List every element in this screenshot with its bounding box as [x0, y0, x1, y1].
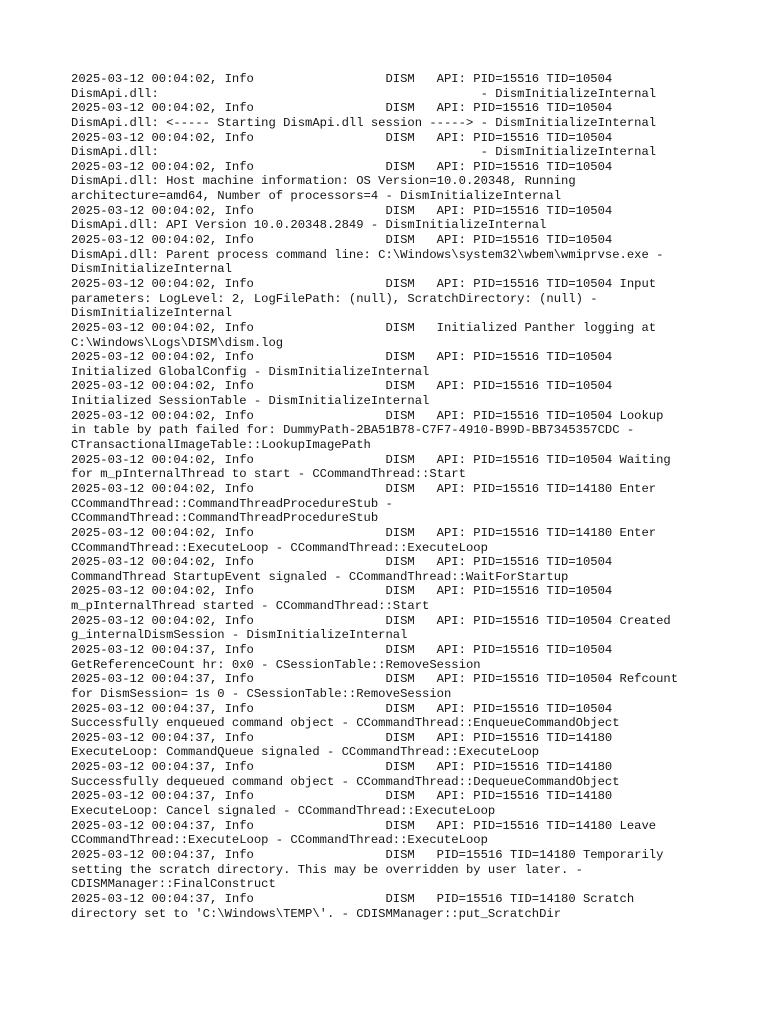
log-line: DismInitializeInternal: [71, 262, 232, 277]
log-line: Successfully enqueued command object - CCommandThread::EnqueueCommandObject: [71, 716, 620, 731]
log-line: 2025-03-12 00:04:02, Info DISM API: PID=15516 TID=10504: [71, 233, 613, 248]
log-line: DismApi.dll: Host machine information: OS Version=10.0.20348, Running: [71, 174, 576, 189]
log-line: 2025-03-12 00:04:02, Info DISM Initialized Panther logging at: [71, 320, 657, 335]
log-line: 2025-03-12 00:04:37, Info DISM API: PID=15516 TID=10504: [71, 701, 613, 716]
log-line: 2025-03-12 00:04:02, Info DISM API: PID=15516 TID=10504 Created: [71, 613, 671, 628]
log-line: Initialized SessionTable - DismInitializeInternal: [71, 394, 430, 409]
log-line: CommandThread StartupEvent signaled - CCommandThread::WaitForStartup: [71, 569, 569, 584]
log-line: 2025-03-12 00:04:02, Info DISM API: PID=15516 TID=10504 Waiting: [71, 452, 671, 467]
log-line: m_pInternalThread started - CCommandThread::Start: [71, 599, 430, 614]
log-line: DismApi.dll: - DismInitializeInternal: [71, 86, 657, 101]
log-line: in table by path failed for: DummyPath-2BA51B78-C7F7-4910-B99D-BB7345357CDC -: [71, 423, 635, 438]
log-line: GetReferenceCount hr: 0x0 - CSessionTable::RemoveSession: [71, 657, 481, 672]
log-line: 2025-03-12 00:04:37, Info DISM API: PID=15516 TID=14180: [71, 760, 613, 775]
log-line: 2025-03-12 00:04:02, Info DISM API: PID=15516 TID=10504: [71, 72, 613, 86]
log-line: 2025-03-12 00:04:37, Info DISM API: PID=15516 TID=10504 Refcount: [71, 672, 679, 687]
log-line: 2025-03-12 00:04:02, Info DISM API: PID=15516 TID=10504: [71, 159, 613, 174]
log-document: [71, 72, 711, 921]
log-line: ExecuteLoop: Cancel signaled - CCommandThread::ExecuteLoop: [71, 804, 496, 819]
log-line: setting the scratch directory. This may be overridden by user later. -: [71, 862, 583, 877]
log-line: 2025-03-12 00:04:02, Info DISM API: PID=15516 TID=10504: [71, 555, 613, 570]
log-line: 2025-03-12 00:04:02, Info DISM API: PID=15516 TID=14180 Enter: [71, 481, 657, 496]
log-line: architecture=amd64, Number of processors=4 - DismInitializeInternal: [71, 189, 562, 204]
log-line: 2025-03-12 00:04:37, Info DISM API: PID=15516 TID=14180 Leave: [71, 818, 657, 833]
log-line: directory set to 'C:\Windows\TEMP\'. - CDISMManager::put_ScratchDir: [71, 906, 562, 921]
log-line: ExecuteLoop: CommandQueue signaled - CCommandThread::ExecuteLoop: [71, 745, 540, 760]
log-line: 2025-03-12 00:04:02, Info DISM API: PID=15516 TID=14180 Enter: [71, 525, 657, 540]
log-line: DismApi.dll: Parent process command line: C:\Windows\system32\wbem\wmiprvse.exe -: [71, 247, 664, 262]
log-line: g_internalDismSession - DismInitializeInternal: [71, 628, 408, 643]
log-line: for DismSession= 1s 0 - CSessionTable::RemoveSession: [71, 686, 452, 701]
log-line: CTransactionalImageTable::LookupImagePath: [71, 438, 371, 453]
log-line: 2025-03-12 00:04:02, Info DISM API: PID=15516 TID=10504: [71, 379, 613, 394]
log-line: parameters: LogLevel: 2, LogFilePath: (null), ScratchDirectory: (null) -: [71, 291, 598, 306]
log-line: DismApi.dll: <----- Starting DismApi.dll session -----> - DismInitializeInternal: [71, 115, 657, 130]
log-line: 2025-03-12 00:04:02, Info DISM API: PID=15516 TID=10504: [71, 350, 613, 365]
log-line: CCommandThread::ExecuteLoop - CCommandThread::ExecuteLoop: [71, 540, 488, 555]
log-line: 2025-03-12 00:04:02, Info DISM API: PID=15516 TID=10504: [71, 584, 613, 599]
log-line: 2025-03-12 00:04:02, Info DISM API: PID=15516 TID=10504: [71, 101, 613, 116]
log-line: C:\Windows\Logs\DISM\dism.log: [71, 335, 284, 350]
log-line: 2025-03-12 00:04:37, Info DISM API: PID=15516 TID=10504: [71, 642, 613, 657]
log-line: 2025-03-12 00:04:37, Info DISM PID=15516 TID=14180 Temporarily: [71, 847, 664, 862]
log-line: 2025-03-12 00:04:37, Info DISM API: PID=15516 TID=14180: [71, 789, 613, 804]
log-line: DismApi.dll: - DismInitializeInternal: [71, 145, 657, 160]
log-line: CCommandThread::CommandThreadProcedureStub: [71, 511, 379, 526]
log-line: 2025-03-12 00:04:02, Info DISM API: PID=15516 TID=10504 Input: [71, 276, 657, 291]
log-line: 2025-03-12 00:04:02, Info DISM API: PID=15516 TID=10504 Lookup: [71, 408, 664, 423]
log-line: 2025-03-12 00:04:02, Info DISM API: PID=15516 TID=10504: [71, 203, 613, 218]
log-line: CCommandThread::ExecuteLoop - CCommandThread::ExecuteLoop: [71, 833, 488, 848]
log-line: DismInitializeInternal: [71, 306, 232, 321]
log-line: 2025-03-12 00:04:37, Info DISM PID=15516 TID=14180 Scratch: [71, 891, 635, 906]
log-line: CDISMManager::FinalConstruct: [71, 877, 276, 892]
log-line: DismApi.dll: API Version 10.0.20348.2849 - DismInitializeInternal: [71, 218, 547, 233]
log-line: Successfully dequeued command object - CCommandThread::DequeueCommandObject: [71, 774, 620, 789]
log-line: Initialized GlobalConfig - DismInitializeInternal: [71, 364, 430, 379]
log-line: 2025-03-12 00:04:37, Info DISM API: PID=15516 TID=14180: [71, 730, 613, 745]
log-line: 2025-03-12 00:04:02, Info DISM API: PID=15516 TID=10504: [71, 130, 613, 145]
log-line: CCommandThread::CommandThreadProcedureStub -: [71, 496, 393, 511]
log-line: for m_pInternalThread to start - CCommandThread::Start: [71, 467, 466, 482]
